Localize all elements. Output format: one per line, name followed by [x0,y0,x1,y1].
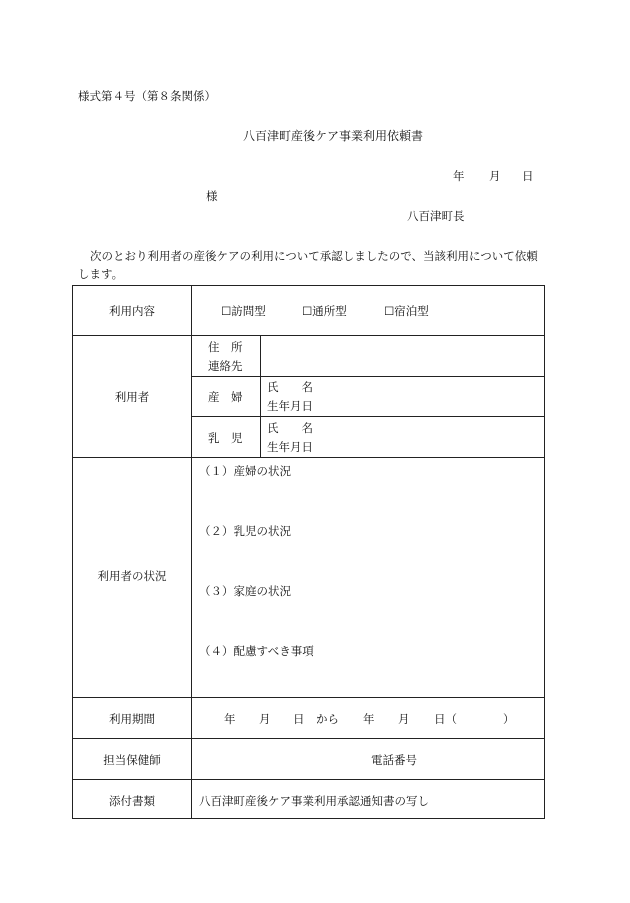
daycare-type-checkbox[interactable]: ☐通所型 [302,304,347,318]
period-from-label: から [316,712,339,726]
mother-status-item: （１）産婦の状況 [199,464,291,478]
row-divider [73,779,544,780]
sender-name: 八百津町長 [407,209,465,223]
mother-label: 産 婦 [208,390,243,404]
address-label: 住 所 [208,340,243,354]
request-form-table [72,285,545,819]
usage-content-label: 利用内容 [109,304,155,318]
period-label: 利用期間 [109,712,155,726]
nurse-label: 担当保健師 [103,753,161,767]
period-start-day: 日 [293,712,305,726]
row-divider [191,376,544,377]
date-day-label: 日 [522,169,534,183]
infant-status-item: （２）乳児の状況 [199,524,291,538]
column-divider [191,286,192,818]
intro-text-line1: 次のとおり利用者の産後ケアの利用について承認しましたので、当該利用について依頼 [90,249,538,263]
period-end-day: 日（ [434,712,457,726]
addressee-suffix: 様 [206,189,218,203]
period-end-year: 年 [363,712,375,726]
phone-number-label: 電話番号 [371,753,417,767]
infant-dob-label: 生年月日 [267,440,313,454]
period-start-year: 年 [224,712,236,726]
period-start-month: 月 [259,712,271,726]
row-divider [73,457,544,458]
infant-label: 乳 児 [208,431,243,445]
column-divider [260,335,261,457]
infant-name-label: 氏 名 [267,421,313,435]
mother-name-label: 氏 名 [267,380,313,394]
document-title: 八百津町産後ケア事業利用依頼書 [243,129,424,143]
visit-type-checkbox[interactable]: ☐訪問型 [221,304,266,318]
user-label: 利用者 [114,390,150,404]
contact-label: 連絡先 [208,359,243,373]
form-number: 様式第４号（第８条関係） [78,89,216,103]
date-month-label: 月 [489,169,501,183]
row-divider [191,416,544,417]
considerations-item: （４）配慮すべき事項 [199,644,314,658]
row-divider [73,738,544,739]
intro-text-line2: します。 [78,267,124,281]
row-divider [73,697,544,698]
row-divider [73,335,544,336]
attachment-label: 添付書類 [109,794,155,808]
date-year-label: 年 [453,169,465,183]
period-close-paren: ） [503,712,515,726]
attachment-value: 八百津町産後ケア事業利用承認通知書の写し [199,794,429,808]
family-status-item: （３）家庭の状況 [199,584,291,598]
mother-dob-label: 生年月日 [267,399,313,413]
status-label: 利用者の状況 [97,569,167,583]
overnight-type-checkbox[interactable]: ☐宿泊型 [384,304,429,318]
period-end-month: 月 [398,712,410,726]
